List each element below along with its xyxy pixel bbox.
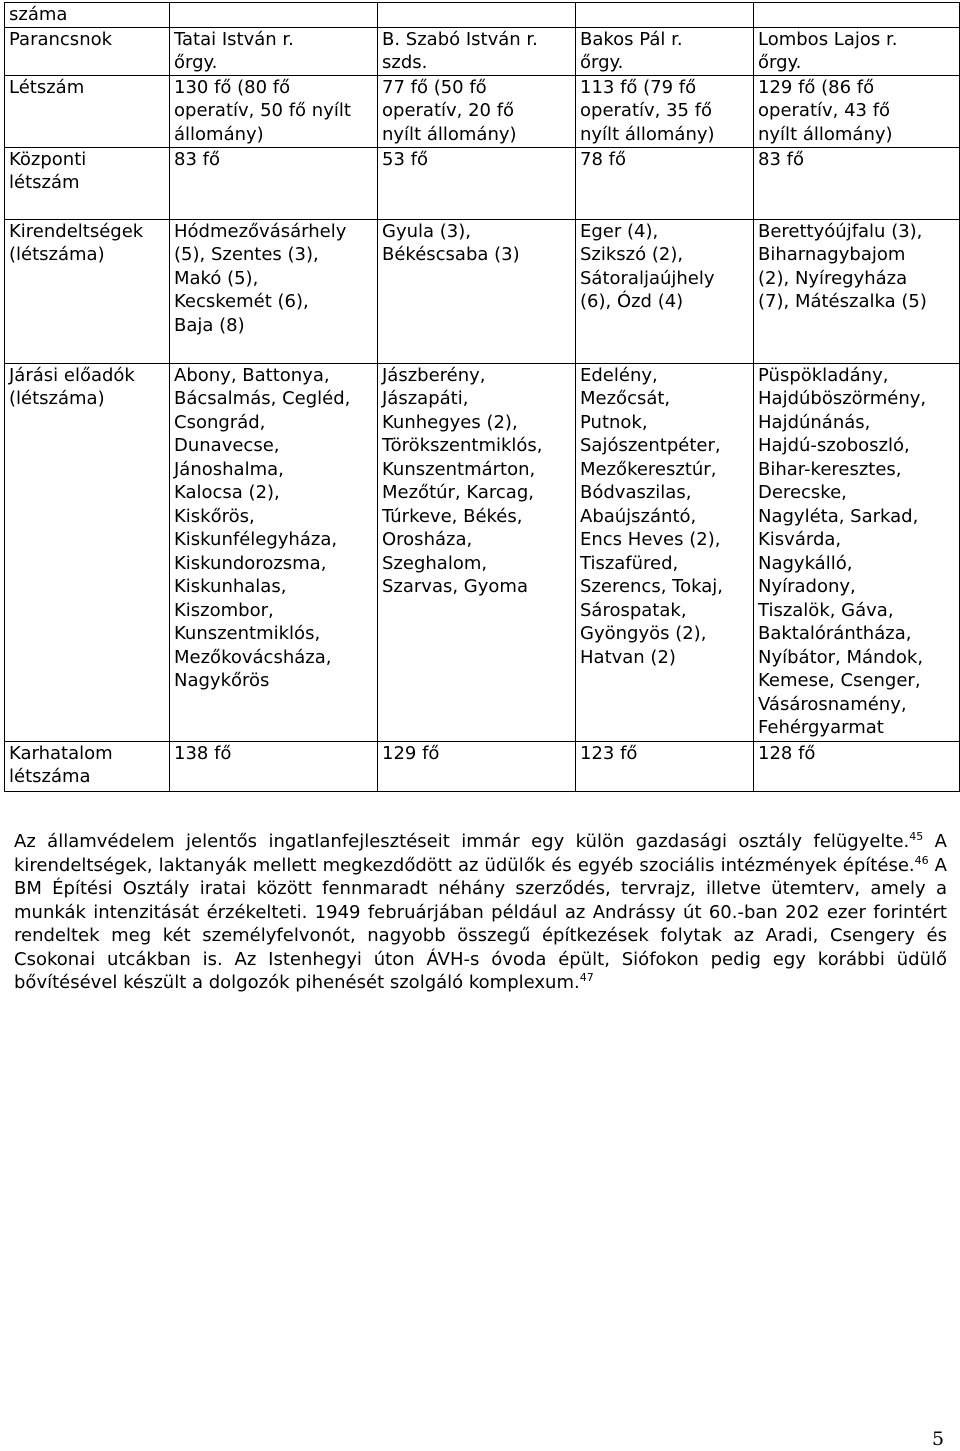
table-cell: 129 fő <box>378 741 576 791</box>
table-cell: 138 fő <box>170 741 378 791</box>
table-row-central-headcount <box>5 147 960 219</box>
table-label-cell: Parancsnok <box>5 27 170 75</box>
footnote-ref[interactable]: 47 <box>579 971 594 984</box>
table-cell: 123 fő <box>576 741 754 791</box>
table-cell: 83 fő <box>754 147 960 219</box>
table-cell: Tatai István r. őrgy. <box>170 27 378 75</box>
table-row-partial <box>5 3 960 28</box>
table-row-armed-force <box>5 741 960 791</box>
table-row-commander <box>5 27 960 75</box>
regional-staff-table <box>4 2 960 792</box>
footnote-ref[interactable]: 45 <box>909 830 924 843</box>
table-label-cell: Karhatalom létszáma <box>5 741 170 791</box>
table-cell: B. Szabó István r. szds. <box>378 27 576 75</box>
table-cell: 77 fő (50 fő operatív, 20 fő nyílt állomány) <box>378 75 576 147</box>
table-cell: 53 fő <box>378 147 576 219</box>
table-cell: 128 fő <box>754 741 960 791</box>
table-row-district-officers <box>5 363 960 741</box>
table-row-branches <box>5 219 960 363</box>
table-label-cell: Létszám <box>5 75 170 147</box>
table-cell: Abony, Battonya, Bácsalmás, Cegléd, Csongrád, Dunavecse, Jánoshalma, Kalocsa (2), Kiskőrös, Kiskunfélegyháza, Kiskundorozsma, Kiskunhalas, Kiszombor, Kunszentmiklós, Mezőkovácsháza, Nagykőrös <box>170 363 378 741</box>
table-label-cell: száma <box>5 3 170 28</box>
table-cell: Lombos Lajos r. őrgy. <box>754 27 960 75</box>
table-cell: 129 fő (86 fő operatív, 43 fő nyílt állomány) <box>754 75 960 147</box>
paragraph-text: A BM Építési Osztály iratai között fennmaradt néhány szerződés, tervrajz, illetve ütemterv, amely a munkák intenzitását érzékelteti. 1949 februárjában például az Andrássy út 60.-ban 202 ezer forintért rendeltek meg két személyfelvonót, nagyobb összegű építkezések folytak az Aradi, Csengery és Csokonai utcákban is. Az Istenhegyi úton ÁVH-s óvoda épült, Siófokon pedig egy korábbi üdülő bővítésével készült a dolgozók pihenését szolgáló komplexum. <box>14 854 947 993</box>
table-cell: 83 fő <box>170 147 378 219</box>
table-label-cell: Járási előadók (létszáma) <box>5 363 170 741</box>
table-row-headcount <box>5 75 960 147</box>
table-cell: Bakos Pál r. őrgy. <box>576 27 754 75</box>
table-cell: 78 fő <box>576 147 754 219</box>
table-cell: Edelény, Mezőcsát, Putnok, Sajószentpéter, Mezőkeresztúr, Bódvaszilas, Abaújszántó, Encs Heves (2), Tiszafüred, Szerencs, Tokaj, Sárospatak, Gyöngyös (2), Hatvan (2) <box>576 363 754 741</box>
paragraph-text: Az államvédelem jelentős ingatlanfejlesztéseit immár egy külön gazdasági osztály felügyelte. <box>14 831 910 852</box>
table-cell: 130 fő (80 fő operatív, 50 fő nyílt állomány) <box>170 75 378 147</box>
table-cell: Püspökladány, Hajdúböszörmény, Hajdúnánás, Hajdú-szoboszló, Bihar-keresztes, Derecske, Nagyléta, Sarkad, Kisvárda, Nagykálló, Nyíradony, Tiszalök, Gáva, Baktalórántháza, Nyíbátor, Mándok, Kemese, Csenger, Vásárosnamény, Fehérgyarmat <box>754 363 960 741</box>
page-number: 5 <box>932 1428 945 1450</box>
table-cell: Eger (4), Szikszó (2), Sátoraljaújhely (6), Ózd (4) <box>576 219 754 363</box>
body-paragraph <box>14 830 947 995</box>
table-cell: Hódmezővásárhely (5), Szentes (3), Makó (5), Kecskemét (6), Baja (8) <box>170 219 378 363</box>
table-cell: 113 fő (79 fő operatív, 35 fő nyílt állomány) <box>576 75 754 147</box>
paragraph-text: A kirendeltségek, laktanyák mellett megkezdődött az üdülők és egyéb szociális intézmények építése. <box>14 831 947 876</box>
table-cell: Berettyóújfalu (3), Biharnagybajom (2), Nyíregyháza (7), Mátészalka (5) <box>754 219 960 363</box>
table-label-cell: Kirendeltségek (létszáma) <box>5 219 170 363</box>
table-cell: Gyula (3), Békéscsaba (3) <box>378 219 576 363</box>
footnote-ref[interactable]: 46 <box>914 853 929 867</box>
table-cell: Jászberény, Jászapáti, Kunhegyes (2), Törökszentmiklós, Kunszentmárton, Mezőtúr, Karcag, Túrkeve, Békés, Orosháza, Szeghalom, Szarvas, Gyoma <box>378 363 576 741</box>
table-label-cell: Központi létszám <box>5 147 170 219</box>
